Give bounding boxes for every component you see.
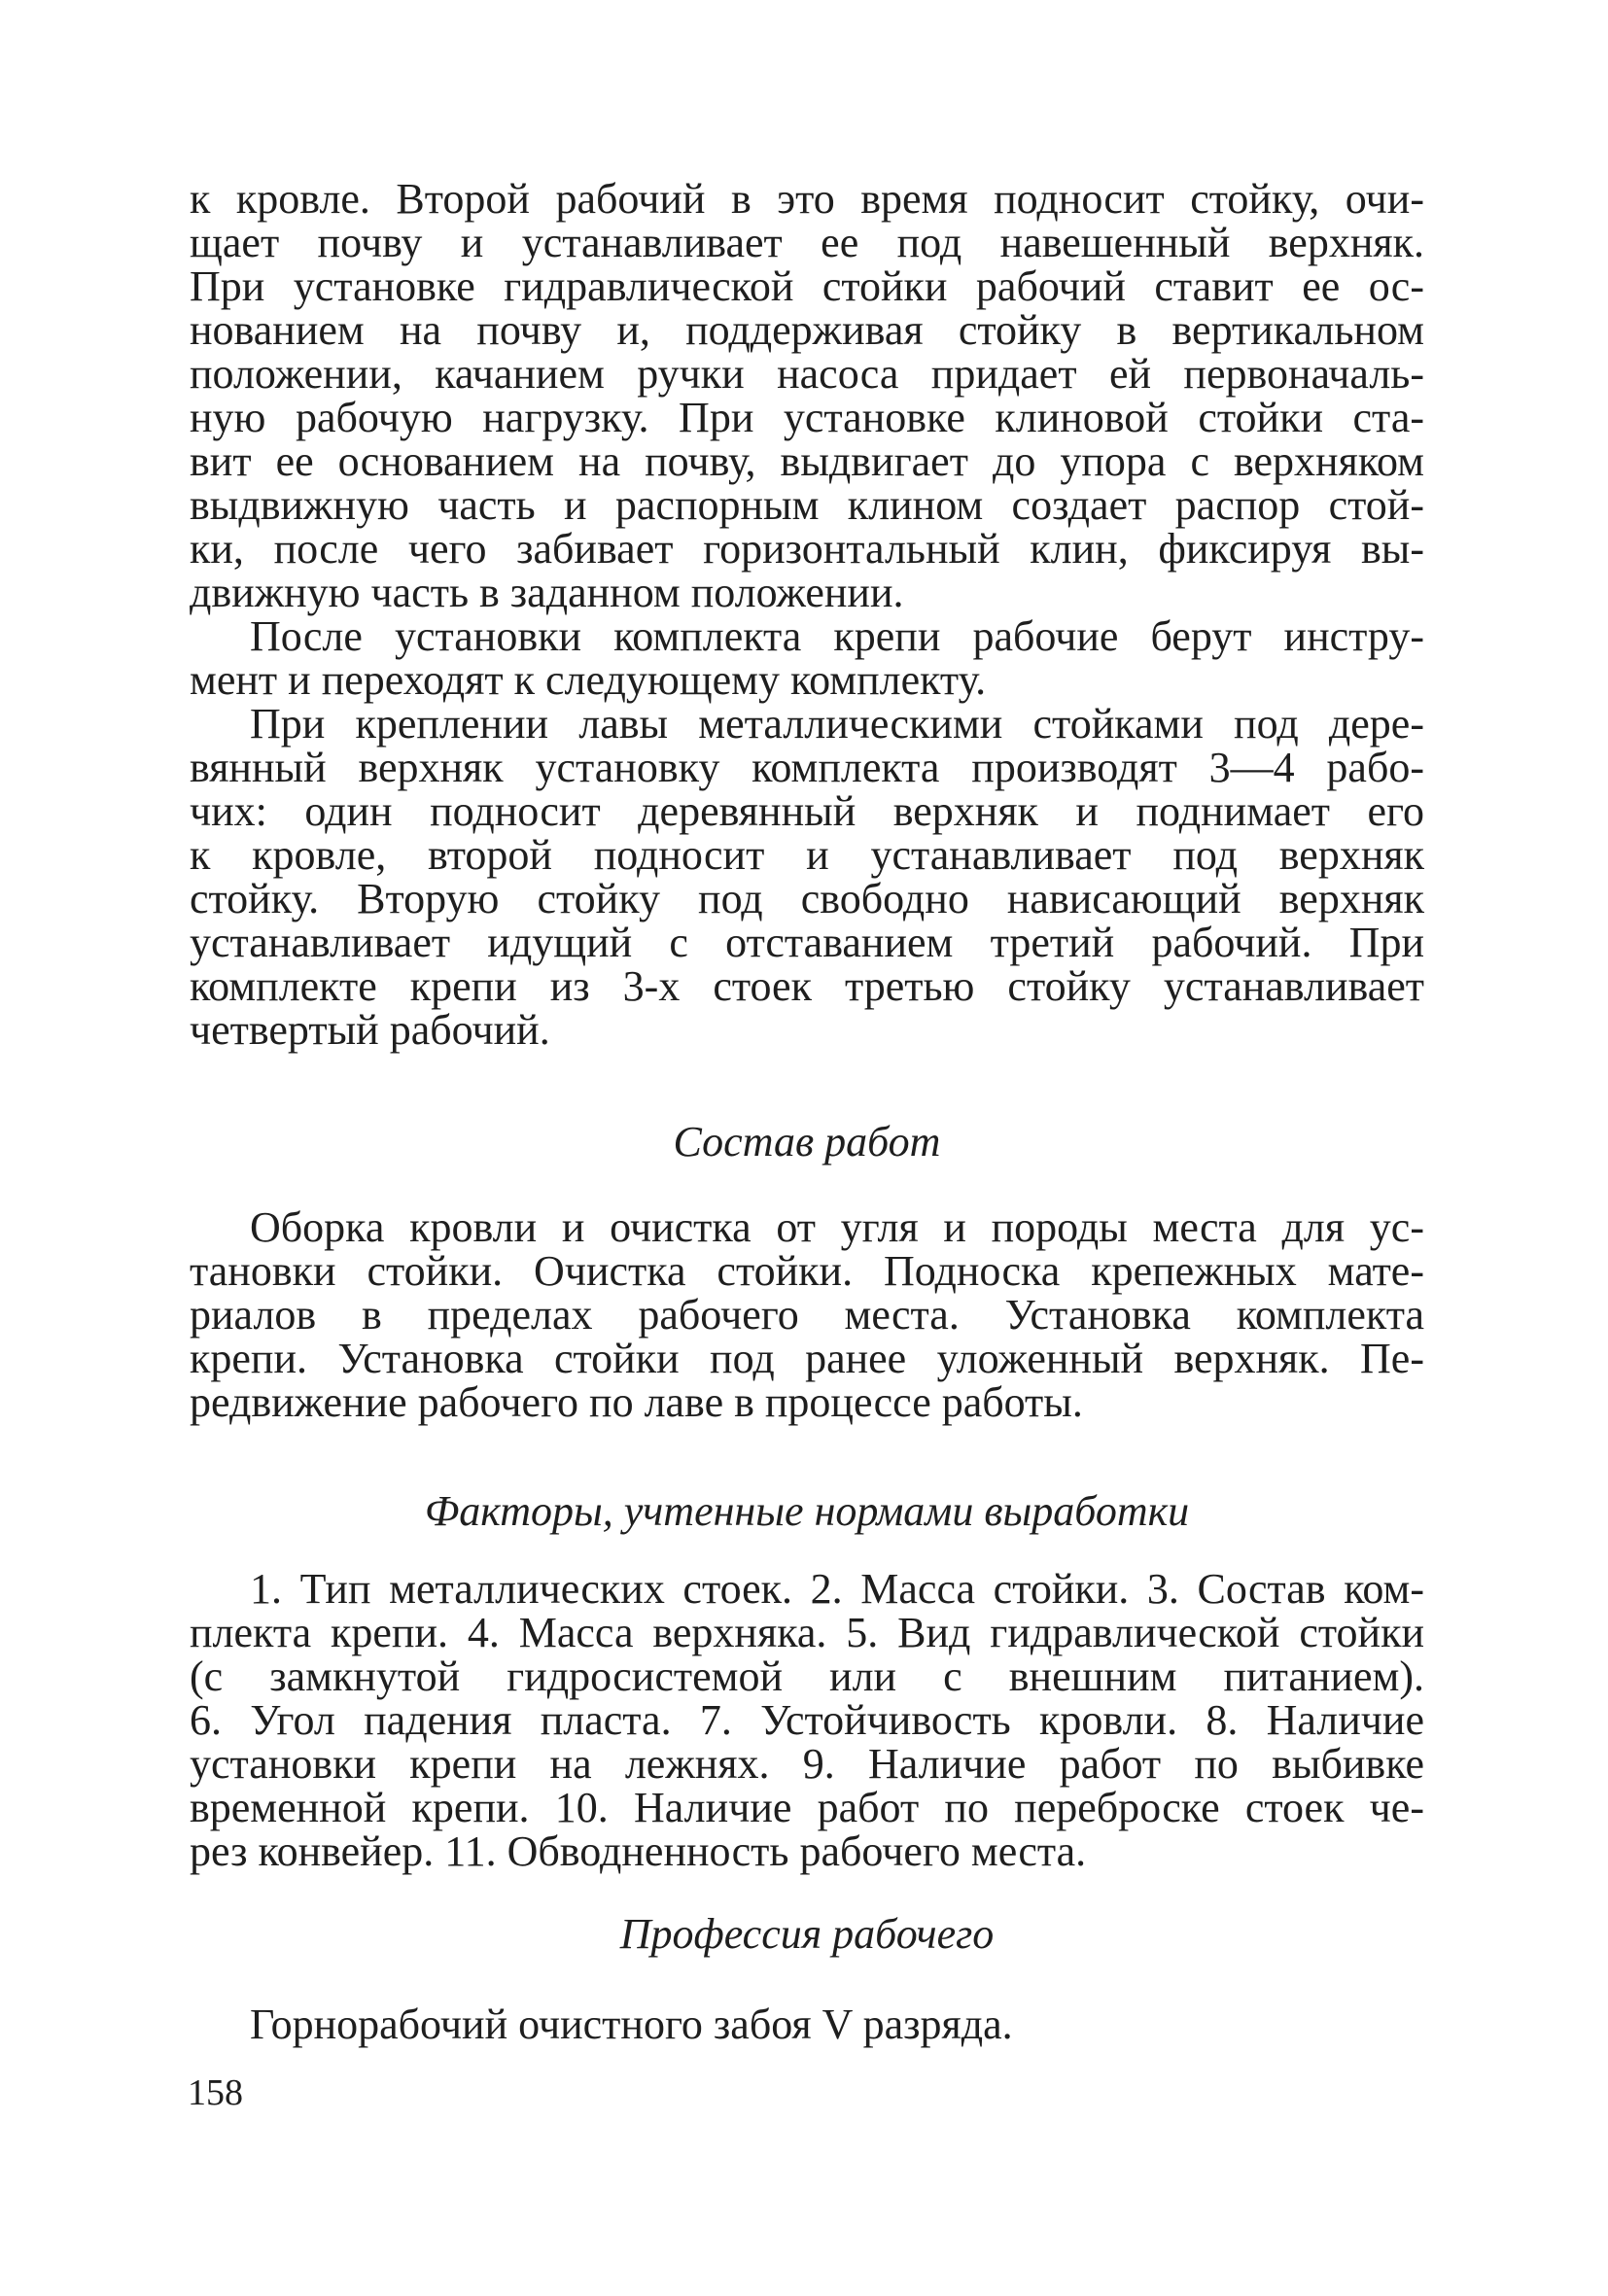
text-line: риалов в пределах рабочего места. Установка комплекта — [190, 1291, 1424, 1339]
text-line: чих: один подносит деревянный верхняк и поднимает его — [190, 787, 1424, 835]
text-line: рез конвейер. 11. Обводненность рабочего места. — [190, 1827, 1087, 1875]
text-line: При креплении лавы металлическими стойками под дере- — [250, 700, 1424, 748]
text-line: временной крепи. 10. Наличие работ по переброске стоек че- — [190, 1784, 1424, 1831]
section-heading-factors: Факторы, учтенные нормами выработки — [424, 1487, 1190, 1535]
text-line: тановки стойки. Очистка стойки. Подноска крепежных мате- — [190, 1247, 1424, 1295]
text-line: (с замкнутой гидросистемой или с внешним питанием). — [190, 1652, 1424, 1700]
text-line: 6. Угол падения пласта. 7. Устойчивость кровли. 8. Наличие — [190, 1696, 1424, 1744]
text-line: комплекте крепи из 3-х стоек третью стойку устанавливает — [190, 962, 1424, 1010]
text-line: редвижение рабочего по лаве в процессе работы. — [190, 1378, 1083, 1426]
text-line: устанавливает идущий с отставанием третий рабочий. При — [190, 919, 1424, 966]
section-profession-text — [190, 2002, 1424, 2046]
text-line: крепи. Установка стойки под ранее уложенный верхняк. Пе- — [190, 1335, 1424, 1382]
section-heading-work: Состав работ — [673, 1118, 941, 1165]
text-line: мент и переходят к следующему комплекту. — [190, 656, 987, 704]
text-line: к кровле. Второй рабочий в это время подносит стойку, очи- — [190, 175, 1424, 223]
text-line: При установке гидравлической стойки рабочий ставит ее ос- — [190, 262, 1424, 310]
text-line: нованием на почву и, поддерживая стойку в вертикальном — [190, 306, 1424, 354]
text-line: ную рабочую нагрузку. При установке клиновой стойки ста- — [190, 394, 1424, 441]
text-line: вит ее основанием на почву, выдвигает до упора с верхняком — [190, 437, 1424, 485]
section-heading-profession: Профессия рабочего — [619, 1910, 995, 1958]
section-work-text — [190, 1205, 1424, 1424]
text-line: к кровле, второй подносит и устанавливает под верхняк — [190, 831, 1424, 879]
text-line: стойку. Вторую стойку под свободно нависающий верхняк — [190, 875, 1424, 922]
paragraph-3 — [190, 702, 1424, 1052]
paragraph-2 — [190, 614, 1424, 702]
paragraph-1 — [190, 177, 1424, 614]
text-line: установки крепи на лежнях. 9. Наличие работ по выбивке — [190, 1740, 1424, 1788]
text-line: Оборка кровли и очистка от угля и породы места для ус- — [250, 1203, 1424, 1251]
text-line: плекта крепи. 4. Масса верхняка. 5. Вид гидравлической стойки — [190, 1609, 1424, 1656]
text-line: движную часть в заданном положении. — [190, 569, 904, 616]
section-factors-text — [190, 1567, 1424, 1873]
text-line: щает почву и устанавливает ее под навешенный верхняк. — [190, 219, 1424, 266]
text-line: Горнорабочий очистного забоя V разряда. — [250, 2000, 1013, 2048]
text-line: положении, качанием ручки насоса придает ей первоначаль- — [190, 350, 1424, 398]
text-line: После установки комплекта крепи рабочие берут инстру- — [250, 612, 1424, 660]
text-line: четвертый рабочий. — [190, 1006, 550, 1054]
text-line: 1. Тип металлических стоек. 2. Масса стойки. 3. Состав ком- — [250, 1565, 1424, 1613]
text-line: выдвижную часть и распорным клином создает распор стой- — [190, 481, 1424, 529]
page-number: 158 — [188, 2072, 243, 2113]
text-line: вянный верхняк установку комплекта производят 3—4 рабо- — [190, 744, 1424, 791]
text-line: ки, после чего забивает горизонтальный клин, фиксируя вы- — [190, 525, 1424, 573]
